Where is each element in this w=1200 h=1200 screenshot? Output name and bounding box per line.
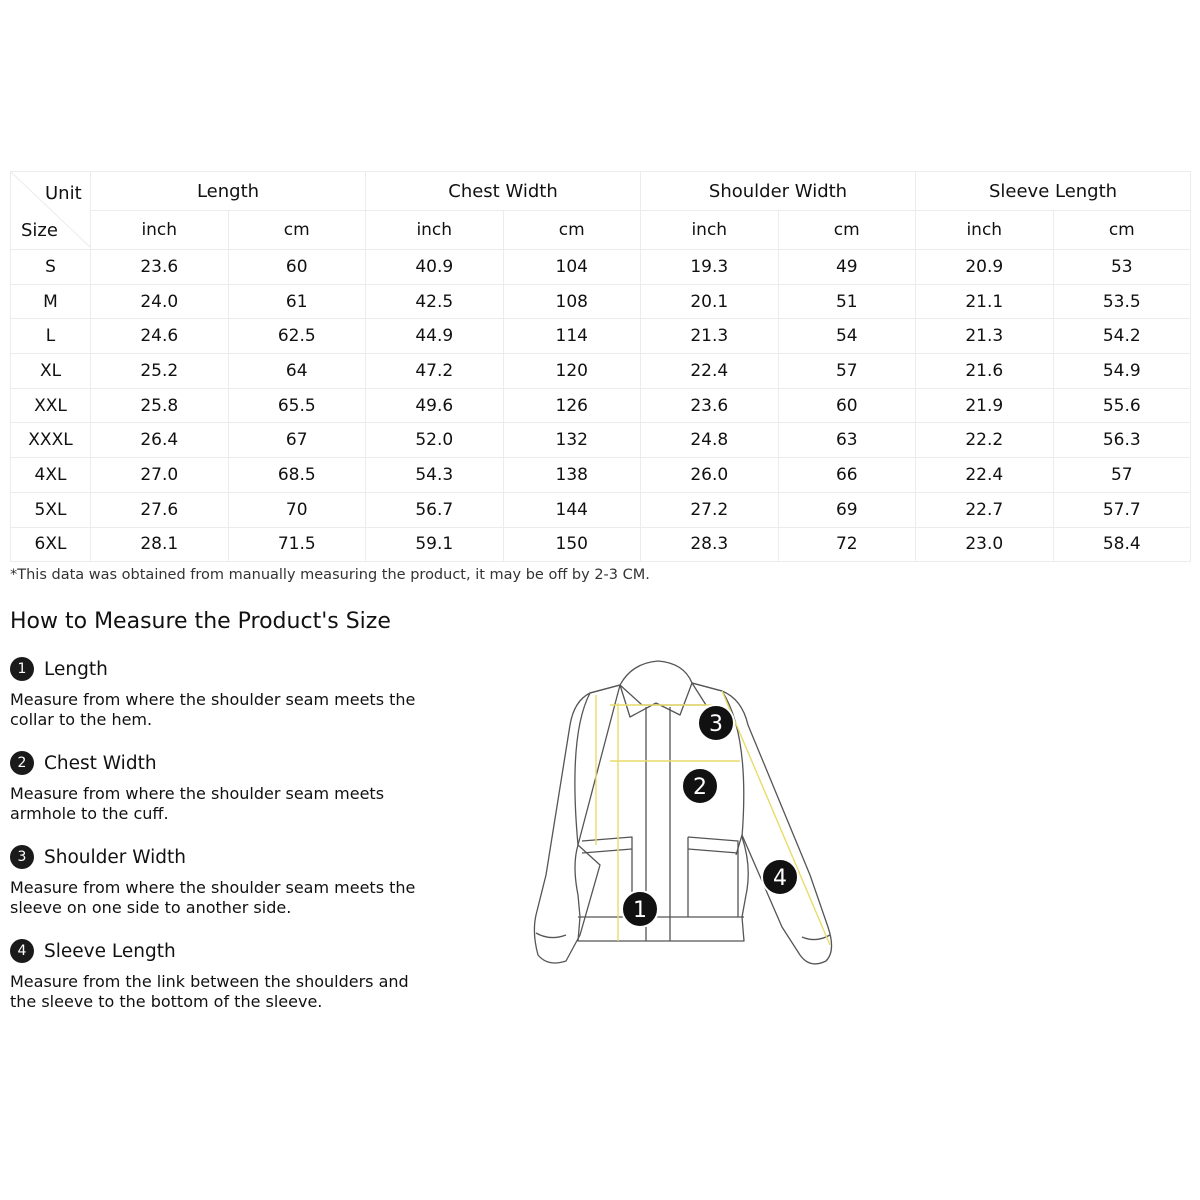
- size-cell: S: [11, 250, 91, 285]
- step-number-badge: 2: [10, 751, 34, 775]
- marker-2: [682, 768, 718, 804]
- measurement-cell: 53.5: [1053, 284, 1191, 319]
- measurement-cell: 126: [503, 388, 641, 423]
- measurement-cell: 49.6: [366, 388, 504, 423]
- table-row: [11, 492, 1191, 527]
- measurement-cell: 65.5: [228, 388, 366, 423]
- measurement-cell: 19.3: [641, 250, 779, 285]
- measurement-cell: 49: [778, 250, 916, 285]
- measurement-cell: 57.7: [1053, 492, 1191, 527]
- group-header-shoulder-width: Shoulder Width: [641, 172, 916, 211]
- measurement-cell: 27.2: [641, 492, 779, 527]
- measurement-cell: 66: [778, 458, 916, 493]
- measurement-cell: 60: [778, 388, 916, 423]
- measurement-cell: 25.2: [91, 354, 229, 389]
- subheader-cell: cm: [503, 211, 641, 250]
- marker-1-label: 1: [633, 898, 647, 923]
- measurement-cell: 132: [503, 423, 641, 458]
- measurement-cell: 70: [228, 492, 366, 527]
- table-unit-header-row: [11, 211, 1191, 250]
- measurement-cell: 120: [503, 354, 641, 389]
- measurement-cell: 28.1: [91, 527, 229, 562]
- subheader-cell: cm: [1053, 211, 1191, 250]
- group-header-chest-width: Chest Width: [366, 172, 641, 211]
- measurement-cell: 27.0: [91, 458, 229, 493]
- measurement-cell: 47.2: [366, 354, 504, 389]
- unit-label: Unit: [45, 183, 82, 204]
- size-cell: 4XL: [11, 458, 91, 493]
- measurement-cell: 62.5: [228, 319, 366, 354]
- subheader-cell: cm: [228, 211, 366, 250]
- measurement-cell: 21.1: [916, 284, 1054, 319]
- measurement-cell: 23.0: [916, 527, 1054, 562]
- size-cell: M: [11, 284, 91, 319]
- measurement-cell: 52.0: [366, 423, 504, 458]
- measurement-cell: 150: [503, 527, 641, 562]
- measurement-cell: 24.0: [91, 284, 229, 319]
- step-shoulder-width: [10, 844, 450, 918]
- measurement-cell: 21.3: [641, 319, 779, 354]
- table-row: [11, 319, 1191, 354]
- table-row: [11, 354, 1191, 389]
- measurement-cell: 67: [228, 423, 366, 458]
- marker-2-label: 2: [693, 775, 707, 800]
- marker-3: [698, 705, 734, 741]
- measurement-cell: 72: [778, 527, 916, 562]
- measurement-cell: 144: [503, 492, 641, 527]
- step-length: [10, 656, 450, 730]
- measurement-cell: 58.4: [1053, 527, 1191, 562]
- measurement-footnote: *This data was obtained from manually measuring the product, it may be off by 2-3 CM.: [10, 567, 650, 583]
- measurement-cell: 24.8: [641, 423, 779, 458]
- size-cell: XL: [11, 354, 91, 389]
- subheader-cell: inch: [916, 211, 1054, 250]
- jacket-measurement-diagram: [460, 655, 860, 975]
- measurement-cell: 114: [503, 319, 641, 354]
- step-description: Measure from the link between the shoulders and the sleeve to the bottom of the sleeve.: [10, 972, 409, 1011]
- table-body: [11, 250, 1191, 562]
- step-description: Measure from where the shoulder seam meets the collar to the hem.: [10, 690, 416, 729]
- size-cell: XXXL: [11, 423, 91, 458]
- measurement-cell: 61: [228, 284, 366, 319]
- measurement-cell: 23.6: [91, 250, 229, 285]
- measurement-cell: 40.9: [366, 250, 504, 285]
- marker-3-label: 3: [709, 712, 723, 737]
- jacket-outline: [534, 661, 831, 964]
- measurement-cell: 21.6: [916, 354, 1054, 389]
- measurement-cell: 22.4: [641, 354, 779, 389]
- measurement-cell: 44.9: [366, 319, 504, 354]
- step-number-badge: 4: [10, 939, 34, 963]
- how-to-measure-title: How to Measure the Product's Size: [10, 609, 391, 634]
- measurement-cell: 104: [503, 250, 641, 285]
- step-title: Chest Width: [44, 752, 157, 774]
- measurement-cell: 54.3: [366, 458, 504, 493]
- subheader-cell: inch: [366, 211, 504, 250]
- step-description: Measure from where the shoulder seam meets armhole to the cuff.: [10, 784, 385, 823]
- measurement-cell: 68.5: [228, 458, 366, 493]
- measurement-cell: 26.0: [641, 458, 779, 493]
- subheader-cell: cm: [778, 211, 916, 250]
- subheader-cell: inch: [641, 211, 779, 250]
- step-chest-width: [10, 750, 450, 824]
- measurement-cell: 55.6: [1053, 388, 1191, 423]
- measurement-cell: 23.6: [641, 388, 779, 423]
- measurement-cell: 54: [778, 319, 916, 354]
- table-row: [11, 423, 1191, 458]
- table-group-header-row: [11, 172, 1191, 211]
- table-corner-cell: [11, 172, 91, 250]
- step-title: Length: [44, 658, 108, 680]
- size-cell: L: [11, 319, 91, 354]
- measurement-cell: 57: [1053, 458, 1191, 493]
- step-number-badge: 3: [10, 845, 34, 869]
- measurement-cell: 69: [778, 492, 916, 527]
- step-title: Sleeve Length: [44, 940, 176, 962]
- table-row: [11, 250, 1191, 285]
- measurement-cell: 54.2: [1053, 319, 1191, 354]
- measurement-cell: 57: [778, 354, 916, 389]
- measurement-cell: 42.5: [366, 284, 504, 319]
- measurement-cell: 108: [503, 284, 641, 319]
- measurement-cell: 71.5: [228, 527, 366, 562]
- measurement-cell: 25.8: [91, 388, 229, 423]
- table-row: [11, 527, 1191, 562]
- measurement-cell: 22.7: [916, 492, 1054, 527]
- size-cell: 5XL: [11, 492, 91, 527]
- step-number-badge: 1: [10, 657, 34, 681]
- measurement-cell: 56.3: [1053, 423, 1191, 458]
- group-header-sleeve-length: Sleeve Length: [916, 172, 1191, 211]
- measurement-cell: 28.3: [641, 527, 779, 562]
- measurement-cell: 21.3: [916, 319, 1054, 354]
- measurement-cell: 20.9: [916, 250, 1054, 285]
- measurement-cell: 54.9: [1053, 354, 1191, 389]
- size-chart-table: [10, 171, 1191, 562]
- step-sleeve-length: [10, 938, 450, 1012]
- step-title: Shoulder Width: [44, 846, 187, 868]
- measurement-cell: 59.1: [366, 527, 504, 562]
- size-cell: 6XL: [11, 527, 91, 562]
- size-label: Size: [21, 220, 58, 241]
- measurement-cell: 27.6: [91, 492, 229, 527]
- measurement-cell: 51: [778, 284, 916, 319]
- measurement-cell: 60: [228, 250, 366, 285]
- measurement-cell: 63: [778, 423, 916, 458]
- measurement-cell: 56.7: [366, 492, 504, 527]
- table-row: [11, 284, 1191, 319]
- measurement-cell: 53: [1053, 250, 1191, 285]
- measurement-cell: 64: [228, 354, 366, 389]
- marker-4-label: 4: [773, 866, 787, 891]
- table-row: [11, 388, 1191, 423]
- size-cell: XXL: [11, 388, 91, 423]
- step-description: Measure from where the shoulder seam meets the sleeve on one side to another side.: [10, 878, 416, 917]
- table-row: [11, 458, 1191, 493]
- measurement-cell: 21.9: [916, 388, 1054, 423]
- measurement-cell: 22.2: [916, 423, 1054, 458]
- measurement-cell: 24.6: [91, 319, 229, 354]
- measurement-cell: 22.4: [916, 458, 1054, 493]
- subheader-cell: inch: [91, 211, 229, 250]
- marker-4: [762, 859, 798, 895]
- group-header-length: Length: [91, 172, 366, 211]
- measurement-cell: 20.1: [641, 284, 779, 319]
- measurement-cell: 26.4: [91, 423, 229, 458]
- marker-1: [622, 891, 658, 927]
- measurement-cell: 138: [503, 458, 641, 493]
